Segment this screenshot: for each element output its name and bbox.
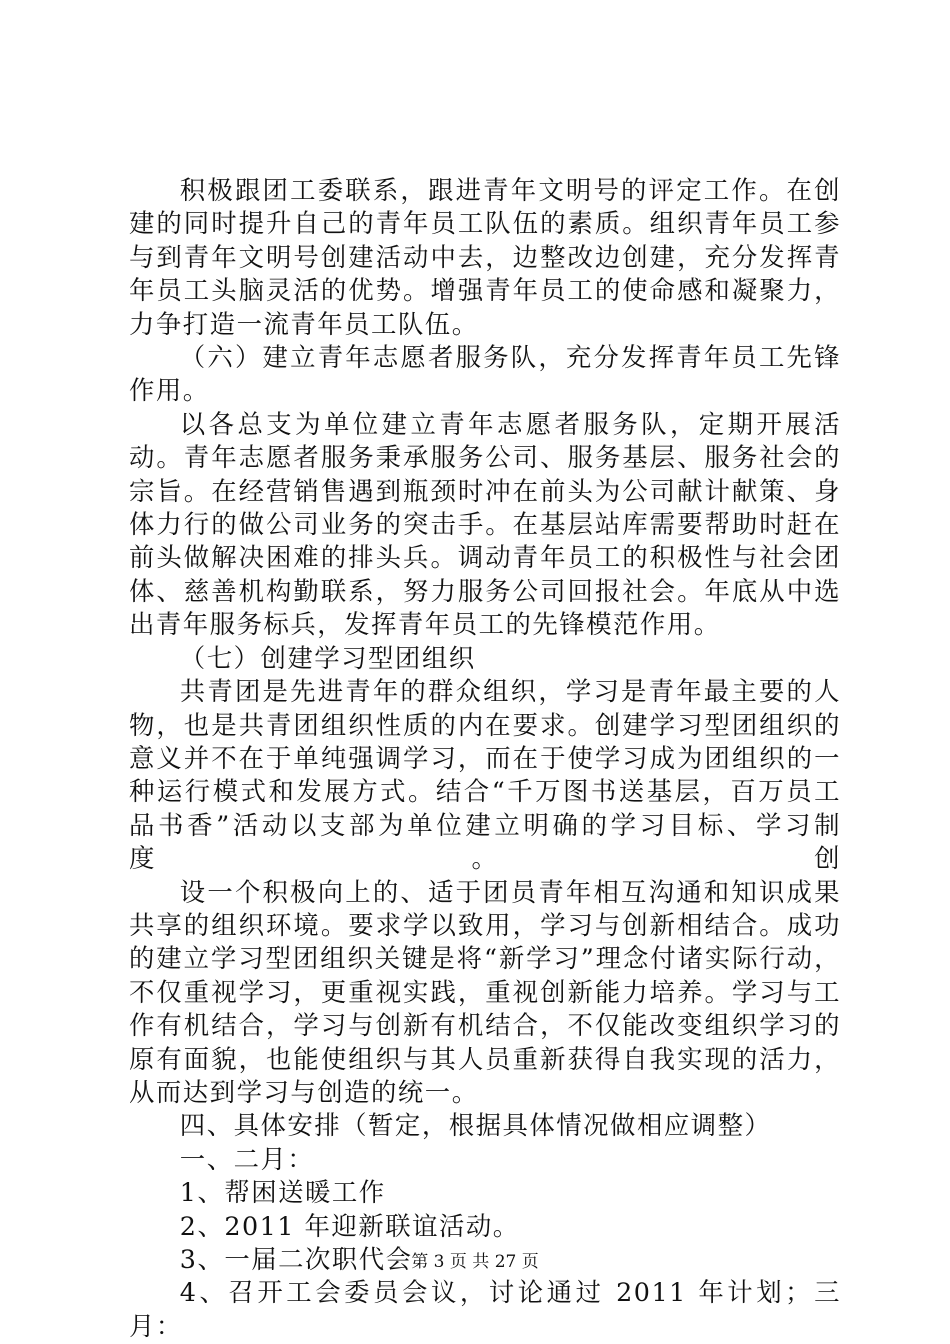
heading-learning-organization: （七）创建学习型团组织 (179, 642, 476, 673)
document-body (129, 174, 841, 1343)
schedule-item: 3、一届二次职代会 (179, 1244, 413, 1274)
heading-volunteer-team: （六）建立青年志愿者服务队，充分发挥青年员工先锋作用。 (129, 342, 841, 406)
schedule-item: 2、2011 年迎新联谊活动。 (179, 1210, 520, 1241)
paragraph-youth-civilization: 积极跟团工委联系，跟进青年文明号的评定工作。在创建的同时提升自己的青年员工队伍的素质。组织青年员工参与到青年文明号创建活动中去，边整改边创建，充分发挥青年员工头脑灵活的优势。增强青年员工的使命感和凝聚力，力争打造一流青年员工队伍。 (129, 175, 841, 339)
paragraph-volunteer-team: 以各总支为单位建立青年志愿者服务队，定期开展活动。青年志愿者服务秉承服务公司、服务基层、服务社会的宗旨。在经营销售遇到瓶颈时冲在前头为公司献计献策、身体力行的做公司业务的突击手。在基层站库需要帮助时赶在前头做解决困难的排头兵。调动青年员工的积极性与社会团体、慈善机构勤联系，努力服务公司回报社会。年底从中选出青年服务标兵，发挥青年员工的先锋模范作用。 (129, 408, 841, 640)
heading-schedule: 四、具体安排（暂定，根据具体情况做相应调整） (179, 1110, 772, 1141)
paragraph-learning-organization-2: 设一个积极向上的、适于团员青年相互沟通和知识成果共享的组织环境。要求学以致用，学习与创新相结合。成功的建立学习型团组织关键是将“新学习”理念付诸实际行动，不仅重视学习，更重视实践，重视创新能力培养。学习与工作有机结合，学习与创新有机结合，不仅能改变组织学习的原有面貌，也能使组织与其人员重新获得自我实现的活力，从而达到学习与创造的统一。 (129, 876, 841, 1107)
schedule-item: 4、召开工会委员会议，讨论通过 2011 年计划；三月： (129, 1277, 841, 1341)
schedule-item: 1、帮困送暖工作 (179, 1177, 386, 1208)
paragraph-learning-organization-1: 共青团是先进青年的群众组织，学习是青年最主要的人物，也是共青团组织性质的内在要求。创建学习型团组织的意义并不在于单纯强调学习，而在于使学习成为团组织的一种运行模式和发展方式。结合“千万图书送基层，百万员工品书香”活动以支部为单位建立明确的学习目标、学习制度。创 (129, 676, 841, 874)
page-number-footer: 第 3 页 共 27 页 (411, 1252, 539, 1272)
schedule-month-label: 一、二月： (179, 1143, 315, 1174)
